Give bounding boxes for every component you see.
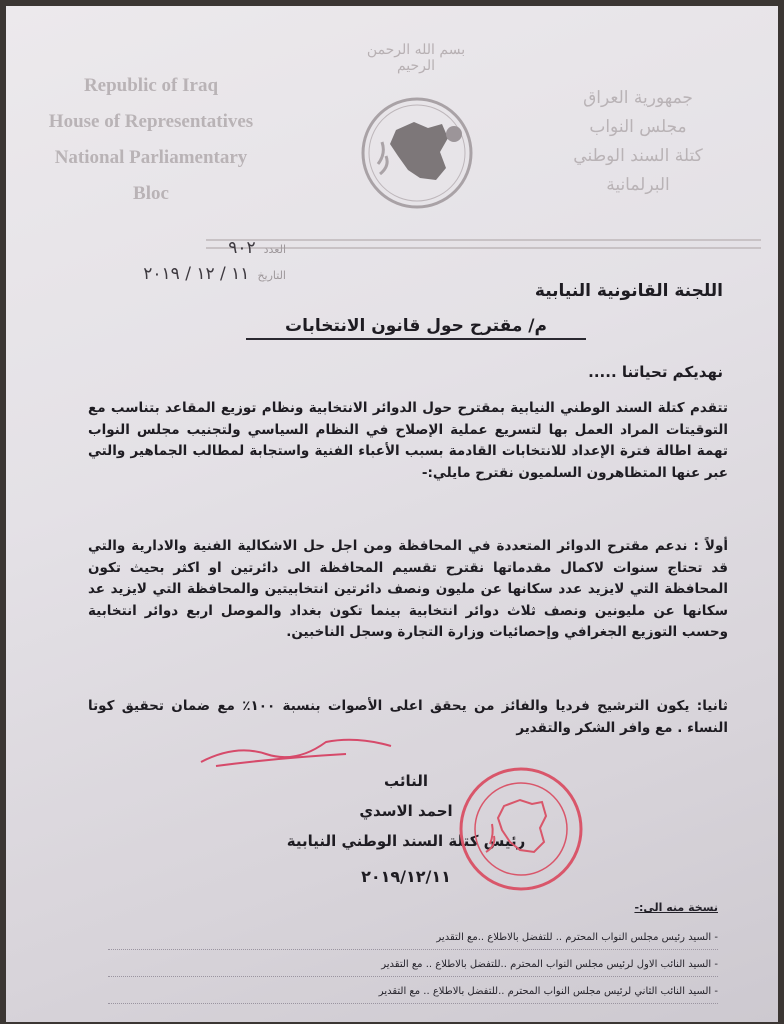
greeting: نهديكم تحياتنا .....: [588, 363, 723, 381]
official-stamp: [456, 764, 586, 898]
letterhead-line: كتلة السند الوطني: [573, 146, 703, 166]
subject-line: م/ مقترح حول قانون الانتخابات: [246, 316, 586, 340]
letterhead-divider: [206, 239, 761, 249]
number-label: العدد: [263, 243, 286, 256]
copies-list: [108, 901, 718, 1007]
reference-number: [56, 238, 286, 264]
letterhead-line: House of Representatives: [48, 111, 254, 132]
signature-date: ٢٠١٩/١٢/١١: [361, 867, 451, 886]
copy-recipient: - السيد النائب الثاني لرئيس مجلس النواب المحترم ..للتفضل بالاطلاع .. مع التقدير: [108, 980, 718, 1004]
letterhead-line: Bloc: [133, 183, 169, 204]
signatory-name: احمد الاسدي: [359, 802, 453, 820]
iraq-map-logo: [356, 94, 478, 216]
letterhead-arabic: [538, 84, 738, 200]
letterhead-line: National Parliamentary: [54, 147, 248, 168]
letterhead-line: البرلمانية: [606, 175, 670, 195]
body-second-point: ثانيا: يكون الترشيح فرديا والفائز من يحقق اعلى الأصوات بنسبة ١٠٠٪ مع ضمان تحقيق كوتا النساء . مع وافر الشكر والتقدير: [88, 698, 728, 736]
date-value: ١١ / ١٢ / ٢٠١٩: [143, 264, 250, 284]
date-label: التاريخ: [257, 269, 286, 282]
copies-caption: نسخة منه الى:-: [634, 901, 718, 914]
reference-date: [56, 264, 286, 290]
letter-page: [6, 6, 778, 1022]
number-value: ٩٠٢: [228, 238, 256, 258]
signatory-position: رئيس كتلة السند الوطني النيابية: [286, 832, 526, 850]
letterhead-line: مجلس النواب: [589, 117, 687, 137]
copy-recipient: - السيد رئيس مجلس النواب المحترم .. للتفضل بالاطلاع ..مع التقدير: [108, 926, 718, 950]
signatory-title: النائب: [383, 772, 429, 790]
body-first-point: أولاً : ندعم مقترح الدوائر المتعددة في المحافظة ومن اجل حل الاشكالية الفنية والادارية والتي قد تحتاج سنوات لاكمال مقدماتها نقترح تقسيم المحافظة الى دائرتين او اكثر بحيث تكون المحافظة التي لايزيد عدد سكانها عن مليون ونصف دائرتين انتخابيتين والمحافظة التي لايزيد عد سكانها عن مليونين ونصف ثلاث دوائر انتخابية بينما تكون بغداد والموصل اربع دوائر انتخابية وحسب التوزيع الجغرافي وإحصائيات وزارة التجارة وسجل الناخبين.: [88, 538, 728, 640]
copy-recipient: - السيد النائب الاول لرئيس مجلس النواب المحترم ..للتفضل بالاطلاع .. مع التقدير: [108, 953, 718, 977]
letterhead-line: Republic of Iraq: [83, 75, 219, 96]
body-intro: تتقدم كتلة السند الوطني النيابية بمقترح حول الدوائر الانتخابية ونظام توزيع المقاعد بتناسب مع التوقيتات المراد العمل بها لتسريع عملية الإصلاح في النظام السياسي ولتجنيب مجلس النواب تهمة اطالة فترة الإعداد للانتخابات القادمة بسبب الأعباء الفنية واستجابة لمطالب الجماهير والتي عبر عنها المتظاهرون السلميون نقترح مايلي:-: [88, 400, 728, 481]
basmala: بسم الله الرحمن الرحيم: [366, 42, 466, 74]
letterhead-line: جمهورية العراق: [583, 88, 693, 108]
reference-block: [56, 238, 286, 290]
addressee: اللجنة القانونية النيابية: [534, 281, 723, 301]
letterhead-english: [36, 68, 266, 212]
